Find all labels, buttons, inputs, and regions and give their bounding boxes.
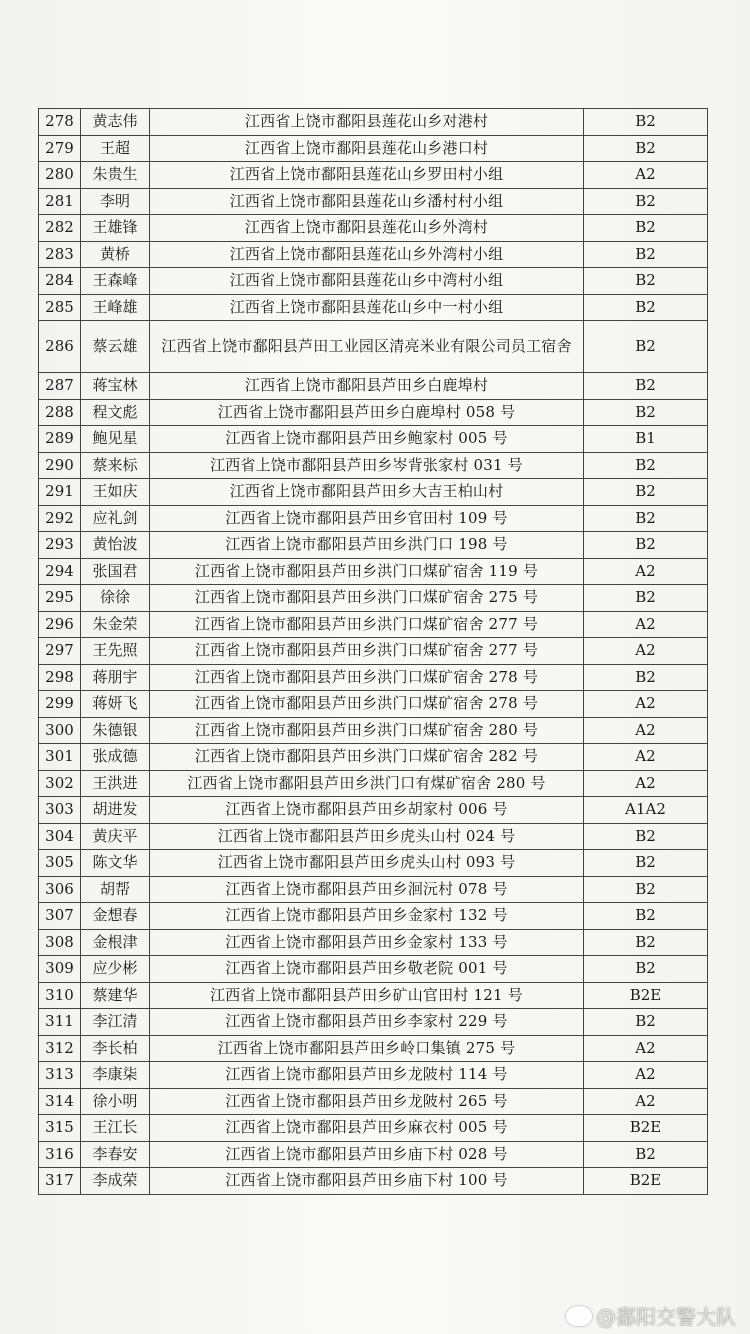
table-row <box>39 109 708 136</box>
row-license-class: A2 <box>584 558 708 585</box>
row-license-class: A2 <box>584 638 708 665</box>
row-number: 286 <box>39 321 81 373</box>
row-license-class: B2 <box>584 903 708 930</box>
table-row <box>39 982 708 1009</box>
row-address: 江西省上饶市鄱阳县芦田乡庙下村 028 号 <box>150 1141 584 1168</box>
table-row <box>39 135 708 162</box>
row-address: 江西省上饶市鄱阳县芦田乡大吉王柏山村 <box>150 479 584 506</box>
row-name: 王洪进 <box>81 770 150 797</box>
row-name: 朱德银 <box>81 717 150 744</box>
row-address: 江西省上饶市鄱阳县芦田乡洪门口煤矿宿舍 278 号 <box>150 691 584 718</box>
table-row <box>39 770 708 797</box>
row-license-class: B2 <box>584 321 708 373</box>
table-row <box>39 1168 708 1195</box>
row-license-class: B2E <box>584 1115 708 1142</box>
row-number: 312 <box>39 1035 81 1062</box>
row-name: 王先照 <box>81 638 150 665</box>
row-number: 294 <box>39 558 81 585</box>
watermark <box>566 1301 736 1330</box>
row-address: 江西省上饶市鄱阳县芦田乡洪门口煤矿宿舍 277 号 <box>150 611 584 638</box>
row-number: 283 <box>39 241 81 268</box>
row-license-class: A2 <box>584 1062 708 1089</box>
row-name: 蔡来标 <box>81 452 150 479</box>
table-row <box>39 373 708 400</box>
row-address: 江西省上饶市鄱阳县芦田乡白鹿埠村 058 号 <box>150 399 584 426</box>
row-name: 黄志伟 <box>81 109 150 136</box>
row-name: 金想春 <box>81 903 150 930</box>
row-number: 303 <box>39 797 81 824</box>
row-name: 徐小明 <box>81 1088 150 1115</box>
row-name: 王峰雄 <box>81 294 150 321</box>
row-name: 王超 <box>81 135 150 162</box>
row-name: 胡帮 <box>81 876 150 903</box>
table-row <box>39 399 708 426</box>
row-address: 江西省上饶市鄱阳县芦田乡白鹿埠村 <box>150 373 584 400</box>
row-name: 胡进发 <box>81 797 150 824</box>
row-name: 黄怡波 <box>81 532 150 559</box>
row-name: 陈文华 <box>81 850 150 877</box>
row-address: 江西省上饶市鄱阳县莲花山乡罗田村小组 <box>150 162 584 189</box>
table-row <box>39 1009 708 1036</box>
row-name: 应少彬 <box>81 956 150 983</box>
table-row <box>39 426 708 453</box>
row-number: 288 <box>39 399 81 426</box>
row-number: 317 <box>39 1168 81 1195</box>
row-license-class: B2 <box>584 505 708 532</box>
row-address: 江西省上饶市鄱阳县莲花山乡外湾村 <box>150 215 584 242</box>
row-license-class: B1 <box>584 426 708 453</box>
row-address: 江西省上饶市鄱阳县芦田乡洪门口有煤矿宿舍 280 号 <box>150 770 584 797</box>
row-name: 徐徐 <box>81 585 150 612</box>
row-address: 江西省上饶市鄱阳县芦田乡洪门口煤矿宿舍 280 号 <box>150 717 584 744</box>
row-name: 蔡云雄 <box>81 321 150 373</box>
row-name: 朱金荣 <box>81 611 150 638</box>
table-row <box>39 241 708 268</box>
row-number: 293 <box>39 532 81 559</box>
table-row <box>39 850 708 877</box>
table-row <box>39 321 708 373</box>
row-address: 江西省上饶市鄱阳县芦田乡敬老院 001 号 <box>150 956 584 983</box>
row-address: 江西省上饶市鄱阳县芦田乡岑背张家村 031 号 <box>150 452 584 479</box>
row-name: 王森峰 <box>81 268 150 295</box>
row-address: 江西省上饶市鄱阳县芦田乡岭口集镇 275 号 <box>150 1035 584 1062</box>
row-name: 王雄锋 <box>81 215 150 242</box>
table-row <box>39 611 708 638</box>
row-license-class: B2 <box>584 373 708 400</box>
row-address: 江西省上饶市鄱阳县莲花山乡中一村小组 <box>150 294 584 321</box>
row-name: 应礼剑 <box>81 505 150 532</box>
row-address: 江西省上饶市鄱阳县莲花山乡中湾村小组 <box>150 268 584 295</box>
row-address: 江西省上饶市鄱阳县芦田工业园区清亮米业有限公司员工宿舍 <box>150 321 584 373</box>
row-license-class: B2 <box>584 876 708 903</box>
row-license-class: B2 <box>584 1009 708 1036</box>
row-address: 江西省上饶市鄱阳县芦田乡洪门口煤矿宿舍 275 号 <box>150 585 584 612</box>
row-license-class: B2 <box>584 109 708 136</box>
row-address: 江西省上饶市鄱阳县芦田乡龙陂村 114 号 <box>150 1062 584 1089</box>
row-license-class: B2 <box>584 399 708 426</box>
row-license-class: B2 <box>584 135 708 162</box>
row-number: 291 <box>39 479 81 506</box>
table-row <box>39 162 708 189</box>
row-license-class: B2 <box>584 850 708 877</box>
row-address: 江西省上饶市鄱阳县芦田乡洄沅村 078 号 <box>150 876 584 903</box>
table-row <box>39 558 708 585</box>
row-license-class: B2E <box>584 1168 708 1195</box>
row-license-class: A2 <box>584 770 708 797</box>
row-number: 287 <box>39 373 81 400</box>
table-row <box>39 215 708 242</box>
table-row <box>39 452 708 479</box>
row-license-class: B2 <box>584 188 708 215</box>
row-license-class: B2 <box>584 585 708 612</box>
row-name: 金根津 <box>81 929 150 956</box>
row-name: 李长柏 <box>81 1035 150 1062</box>
row-address: 江西省上饶市鄱阳县莲花山乡潘村村小组 <box>150 188 584 215</box>
table-row <box>39 532 708 559</box>
row-number: 305 <box>39 850 81 877</box>
row-address: 江西省上饶市鄱阳县芦田乡洪门口煤矿宿舍 278 号 <box>150 664 584 691</box>
row-address: 江西省上饶市鄱阳县芦田乡官田村 109 号 <box>150 505 584 532</box>
row-number: 308 <box>39 929 81 956</box>
row-name: 黄庆平 <box>81 823 150 850</box>
row-name: 李康柒 <box>81 1062 150 1089</box>
row-license-class: B2 <box>584 823 708 850</box>
row-license-class: B2 <box>584 215 708 242</box>
row-address: 江西省上饶市鄱阳县芦田乡虎头山村 024 号 <box>150 823 584 850</box>
watermark-text: @鄱阳交警大队 <box>596 1305 736 1329</box>
table-row <box>39 638 708 665</box>
table-row <box>39 956 708 983</box>
row-license-class: A2 <box>584 691 708 718</box>
row-license-class: B2 <box>584 268 708 295</box>
table-row <box>39 823 708 850</box>
row-number: 290 <box>39 452 81 479</box>
row-number: 292 <box>39 505 81 532</box>
row-number: 282 <box>39 215 81 242</box>
row-license-class: B2 <box>584 956 708 983</box>
row-address: 江西省上饶市鄱阳县莲花山乡外湾村小组 <box>150 241 584 268</box>
table-row <box>39 188 708 215</box>
row-license-class: B2E <box>584 982 708 1009</box>
row-license-class: B2 <box>584 452 708 479</box>
row-number: 316 <box>39 1141 81 1168</box>
row-address: 江西省上饶市鄱阳县芦田乡龙陂村 265 号 <box>150 1088 584 1115</box>
row-number: 309 <box>39 956 81 983</box>
row-license-class: B2 <box>584 532 708 559</box>
row-license-class: B2 <box>584 241 708 268</box>
row-license-class: B2 <box>584 1141 708 1168</box>
row-license-class: A2 <box>584 611 708 638</box>
table-row <box>39 1035 708 1062</box>
table-row <box>39 903 708 930</box>
row-name: 李江清 <box>81 1009 150 1036</box>
table-row <box>39 1141 708 1168</box>
row-number: 296 <box>39 611 81 638</box>
row-name: 李春安 <box>81 1141 150 1168</box>
row-license-class: A1A2 <box>584 797 708 824</box>
row-address: 江西省上饶市鄱阳县芦田乡洪门口煤矿宿舍 119 号 <box>150 558 584 585</box>
row-number: 311 <box>39 1009 81 1036</box>
row-license-class: B2 <box>584 664 708 691</box>
row-number: 314 <box>39 1088 81 1115</box>
row-name: 蒋朋宇 <box>81 664 150 691</box>
table-row <box>39 664 708 691</box>
row-address: 江西省上饶市鄱阳县芦田乡胡家村 006 号 <box>150 797 584 824</box>
row-address: 江西省上饶市鄱阳县芦田乡金家村 133 号 <box>150 929 584 956</box>
table-row <box>39 929 708 956</box>
row-address: 江西省上饶市鄱阳县芦田乡李家村 229 号 <box>150 1009 584 1036</box>
row-number: 285 <box>39 294 81 321</box>
row-number: 297 <box>39 638 81 665</box>
table-row <box>39 294 708 321</box>
table-row <box>39 797 708 824</box>
row-address: 江西省上饶市鄱阳县莲花山乡港口村 <box>150 135 584 162</box>
row-number: 298 <box>39 664 81 691</box>
row-address: 江西省上饶市鄱阳县芦田乡洪门口煤矿宿舍 277 号 <box>150 638 584 665</box>
row-number: 304 <box>39 823 81 850</box>
row-address: 江西省上饶市鄱阳县莲花山乡对港村 <box>150 109 584 136</box>
row-name: 张国君 <box>81 558 150 585</box>
table-row <box>39 691 708 718</box>
row-name: 程文彪 <box>81 399 150 426</box>
roster-table <box>38 108 708 1195</box>
table-row <box>39 585 708 612</box>
row-name: 王如庆 <box>81 479 150 506</box>
row-license-class: A2 <box>584 1088 708 1115</box>
table-row <box>39 876 708 903</box>
row-number: 306 <box>39 876 81 903</box>
roster-body <box>39 109 708 1195</box>
row-address: 江西省上饶市鄱阳县芦田乡矿山官田村 121 号 <box>150 982 584 1009</box>
row-license-class: B2 <box>584 479 708 506</box>
row-license-class: A2 <box>584 744 708 771</box>
row-number: 300 <box>39 717 81 744</box>
row-number: 301 <box>39 744 81 771</box>
row-address: 江西省上饶市鄱阳县芦田乡麻衣村 005 号 <box>150 1115 584 1142</box>
table-row <box>39 268 708 295</box>
row-address: 江西省上饶市鄱阳县芦田乡洪门口煤矿宿舍 282 号 <box>150 744 584 771</box>
row-name: 朱贵生 <box>81 162 150 189</box>
table-row <box>39 744 708 771</box>
row-number: 307 <box>39 903 81 930</box>
row-number: 315 <box>39 1115 81 1142</box>
row-name: 蒋妍飞 <box>81 691 150 718</box>
table-row <box>39 479 708 506</box>
table-row <box>39 1088 708 1115</box>
row-number: 280 <box>39 162 81 189</box>
row-number: 310 <box>39 982 81 1009</box>
table-row <box>39 1115 708 1142</box>
row-name: 李成荣 <box>81 1168 150 1195</box>
table-row <box>39 1062 708 1089</box>
row-name: 黄桥 <box>81 241 150 268</box>
row-license-class: A2 <box>584 717 708 744</box>
weibo-icon <box>566 1306 592 1326</box>
row-name: 蒋宝林 <box>81 373 150 400</box>
row-name: 张成德 <box>81 744 150 771</box>
row-number: 278 <box>39 109 81 136</box>
row-name: 蔡建华 <box>81 982 150 1009</box>
row-number: 295 <box>39 585 81 612</box>
row-license-class: A2 <box>584 162 708 189</box>
row-number: 299 <box>39 691 81 718</box>
row-number: 281 <box>39 188 81 215</box>
row-license-class: B2 <box>584 294 708 321</box>
row-address: 江西省上饶市鄱阳县芦田乡虎头山村 093 号 <box>150 850 584 877</box>
row-name: 王江长 <box>81 1115 150 1142</box>
table-row <box>39 505 708 532</box>
row-license-class: B2 <box>584 929 708 956</box>
row-license-class: A2 <box>584 1035 708 1062</box>
row-number: 284 <box>39 268 81 295</box>
row-name: 鲍见星 <box>81 426 150 453</box>
table-row <box>39 717 708 744</box>
row-number: 279 <box>39 135 81 162</box>
row-number: 313 <box>39 1062 81 1089</box>
row-number: 302 <box>39 770 81 797</box>
row-name: 李明 <box>81 188 150 215</box>
row-address: 江西省上饶市鄱阳县芦田乡金家村 132 号 <box>150 903 584 930</box>
row-address: 江西省上饶市鄱阳县芦田乡庙下村 100 号 <box>150 1168 584 1195</box>
row-address: 江西省上饶市鄱阳县芦田乡鲍家村 005 号 <box>150 426 584 453</box>
row-number: 289 <box>39 426 81 453</box>
row-address: 江西省上饶市鄱阳县芦田乡洪门口 198 号 <box>150 532 584 559</box>
